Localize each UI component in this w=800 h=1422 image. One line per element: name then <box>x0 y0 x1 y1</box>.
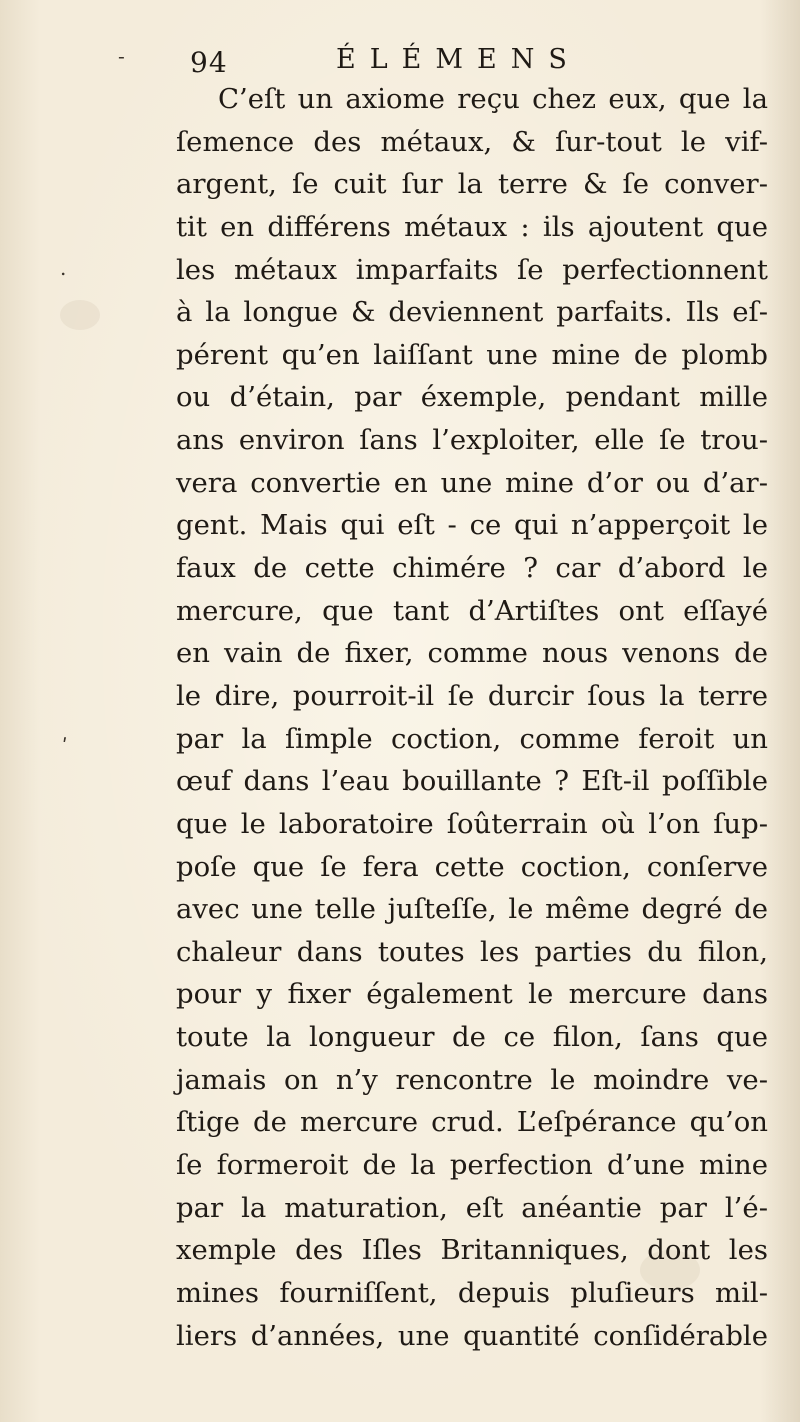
text-line: gent. Mais qui eſt - ce qui n’apperçoit le <box>176 509 768 542</box>
text-line: par la ſimple coction, comme feroit un <box>176 722 768 755</box>
text-line: ou d’étain, par éxemple, pendant mille <box>176 381 768 414</box>
text-line: ſemence des métaux, & ſur-tout le vif- <box>176 125 768 158</box>
text-line: à la longue & deviennent parfaits. Ils eſ- <box>176 296 768 329</box>
text-line: pérent qu’en laiſſant une mine de plomb <box>176 338 768 371</box>
page-number: 94 <box>190 46 228 79</box>
margin-tick: ʹ <box>62 734 68 758</box>
text-line: les métaux imparfaits ſe perfectionnent <box>176 253 768 286</box>
text-line: le dire, pourroit-il ſe durcir ſous la terre <box>176 679 768 712</box>
text-line: jamais on n’y rencontre le moindre ve- <box>176 1063 768 1096</box>
text-line: en vain de fixer, comme nous venons de <box>176 637 768 670</box>
text-line: avec une telle juſteſſe, le même degré de <box>176 893 768 926</box>
text-line: ſe formeroit de la perfection d’une mine <box>176 1149 768 1182</box>
text-line: toute la longueur de ce filon, ſans que <box>176 1021 768 1054</box>
text-line: xemple des Iſles Britanniques, dont les <box>176 1234 768 1267</box>
paper-stain <box>60 300 100 330</box>
text-line: ans environ ſans l’exploiter, elle ſe trou- <box>176 424 768 457</box>
running-head: ÉLÉMENS <box>336 44 581 75</box>
text-line: ſtige de mercure crud. L’eſpérance qu’on <box>176 1106 768 1139</box>
text-line: chaleur dans toutes les parties du filon, <box>176 935 768 968</box>
text-line: par la maturation, eſt anéantie par l’é- <box>176 1191 768 1224</box>
text-line: pour y fixer également le mercure dans <box>176 978 768 1011</box>
text-line: mercure, que tant d’Artiſtes ont eſſayé <box>176 594 768 627</box>
text-line: vera convertie en une mine d’or ou d’ar- <box>176 466 768 499</box>
margin-dot: . <box>60 256 67 280</box>
text-line: C’eſt un axiome reçu chez eux, que la <box>218 83 768 115</box>
text-line: argent, ſe cuit ſur la terre & ſe conver- <box>176 168 768 201</box>
margin-dash: - <box>118 44 125 68</box>
text-line: œuf dans l’eau bouillante ? Eſt-il poſſible <box>176 765 768 798</box>
text-line: mines fourniſſent, depuis pluſieurs mil- <box>176 1276 768 1309</box>
text-line: poſe que ſe fera cette coction, conſerve <box>176 850 768 883</box>
text-line: que le laboratoire ſoûterrain où l’on ſup- <box>176 807 768 840</box>
text-line: liers d’années, une quantité conſidérable <box>176 1319 768 1352</box>
body-text <box>176 78 768 1357</box>
text-line: tit en différens métaux : ils ajoutent que <box>176 210 768 243</box>
text-line: faux de cette chimére ? car d’abord le <box>176 552 768 585</box>
